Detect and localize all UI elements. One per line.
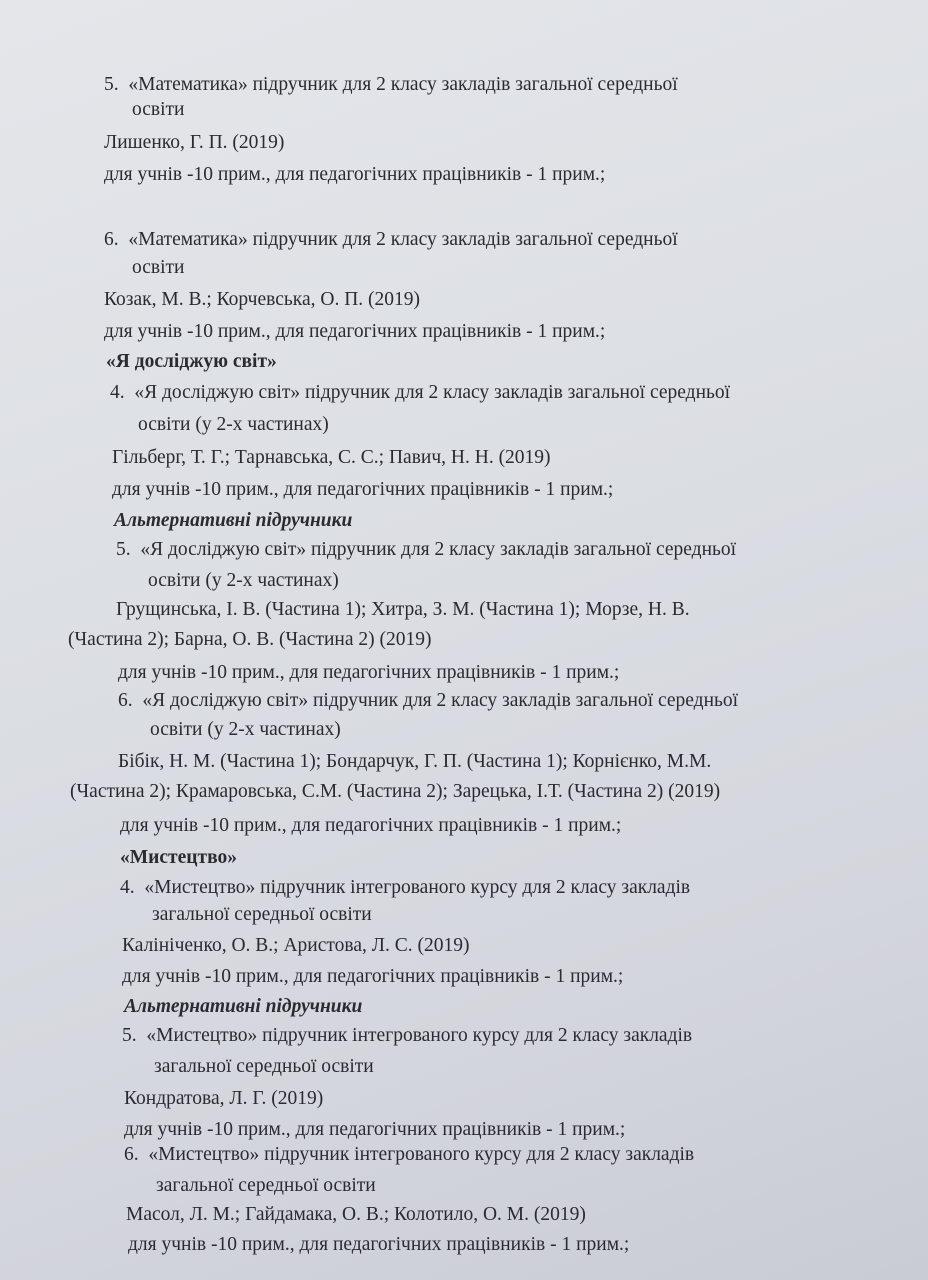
entry-title: «Я досліджую світ» підручник для 2 класу закладів загальної середньої bbox=[142, 690, 739, 711]
entry-authors: Лишенко, Г. П. (2019) bbox=[104, 132, 285, 153]
entry-title: «Я досліджую світ» підручник для 2 класу закладів загальної середньої bbox=[140, 539, 737, 560]
entry-title-line bbox=[124, 1143, 694, 1167]
entry-title-continuation: освіти bbox=[132, 99, 185, 120]
section-heading: «Мистецтво» bbox=[120, 847, 237, 868]
entry-number: 5. bbox=[116, 539, 131, 560]
entry-title-line bbox=[116, 538, 736, 562]
entry-quantity: для учнів -10 прим., для педагогічних працівників - 1 прим.; bbox=[120, 815, 622, 836]
entry-title-continuation: освіти (у 2-х частинах) bbox=[138, 414, 329, 435]
entry-authors-continuation: (Частина 2); Крамаровська, С.М. (Частина 2); Зарецька, І.Т. (Частина 2) (2019) bbox=[70, 781, 721, 802]
entry-title: «Я досліджую світ» підручник для 2 класу закладів загальної середньої bbox=[134, 382, 731, 403]
entry-title-continuation: загальної середньої освіти bbox=[154, 1056, 374, 1077]
entry-authors: Калініченко, О. В.; Аристова, Л. С. (2019) bbox=[122, 935, 470, 956]
section-heading: «Я досліджую світ» bbox=[106, 351, 277, 372]
entry-number: 4. bbox=[110, 382, 125, 403]
entry-authors: Кондратова, Л. Г. (2019) bbox=[124, 1088, 324, 1109]
entry-title-line bbox=[110, 381, 730, 405]
entry-quantity: для учнів -10 прим., для педагогічних працівників - 1 прим.; bbox=[128, 1234, 630, 1255]
alternative-subheading: Альтернативні підручники bbox=[114, 510, 353, 531]
entry-title: «Математика» підручник для 2 класу закладів загальної середньої bbox=[128, 229, 678, 250]
entry-title-line bbox=[120, 876, 690, 900]
entry-number: 5. bbox=[104, 74, 119, 95]
entry-quantity: для учнів -10 прим., для педагогічних працівників - 1 прим.; bbox=[112, 479, 614, 500]
entry-title: «Мистецтво» підручник інтегрованого курсу для 2 класу закладів bbox=[148, 1144, 695, 1165]
alternative-subheading: Альтернативні підручники bbox=[124, 996, 363, 1017]
entry-title-continuation: освіти (у 2-х частинах) bbox=[150, 719, 341, 740]
entry-title-continuation: освіти bbox=[132, 257, 185, 278]
entry-quantity: для учнів -10 прим., для педагогічних працівників - 1 прим.; bbox=[122, 966, 624, 987]
entry-number: 6. bbox=[118, 690, 133, 711]
entry-number: 6. bbox=[124, 1144, 139, 1165]
entry-authors: Гільберг, Т. Г.; Тарнавська, С. С.; Павич, Н. Н. (2019) bbox=[112, 447, 551, 468]
entry-title: «Мистецтво» підручник інтегрованого курсу для 2 класу закладів bbox=[146, 1025, 693, 1046]
entry-number: 4. bbox=[120, 877, 135, 898]
entry-authors-continuation: (Частина 2); Барна, О. В. (Частина 2) (2019) bbox=[68, 629, 432, 650]
entry-authors: Козак, М. В.; Корчевська, О. П. (2019) bbox=[104, 289, 421, 310]
entry-title-continuation: освіти (у 2-х частинах) bbox=[148, 570, 339, 591]
entry-quantity: для учнів -10 прим., для педагогічних працівників - 1 прим.; bbox=[124, 1119, 626, 1140]
entry-authors: Грущинська, І. В. (Частина 1); Хитра, З. М. (Частина 1); Морзе, Н. В. bbox=[116, 599, 690, 620]
entry-title-line bbox=[104, 73, 678, 97]
entry-title: «Математика» підручник для 2 класу закладів загальної середньої bbox=[128, 74, 678, 95]
entry-number: 5. bbox=[122, 1025, 137, 1046]
entry-number: 6. bbox=[104, 229, 119, 250]
entry-title-continuation: загальної середньої освіти bbox=[152, 904, 372, 925]
entry-title-continuation: загальної середньої освіти bbox=[156, 1175, 376, 1196]
entry-title-line bbox=[118, 689, 738, 713]
entry-quantity: для учнів -10 прим., для педагогічних працівників - 1 прим.; bbox=[118, 662, 620, 683]
entry-quantity: для учнів -10 прим., для педагогічних працівників - 1 прим.; bbox=[104, 321, 606, 342]
entry-authors: Бібік, Н. М. (Частина 1); Бондарчук, Г. П. (Частина 1); Корнієнко, М.М. bbox=[118, 751, 712, 772]
entry-title-line bbox=[104, 228, 678, 252]
entry-authors: Масол, Л. М.; Гайдамака, О. В.; Колотило, О. М. (2019) bbox=[126, 1204, 586, 1225]
entry-quantity: для учнів -10 прим., для педагогічних працівників - 1 прим.; bbox=[104, 164, 606, 185]
entry-title-line bbox=[122, 1024, 692, 1048]
entry-title: «Мистецтво» підручник інтегрованого курсу для 2 класу закладів bbox=[144, 877, 691, 898]
